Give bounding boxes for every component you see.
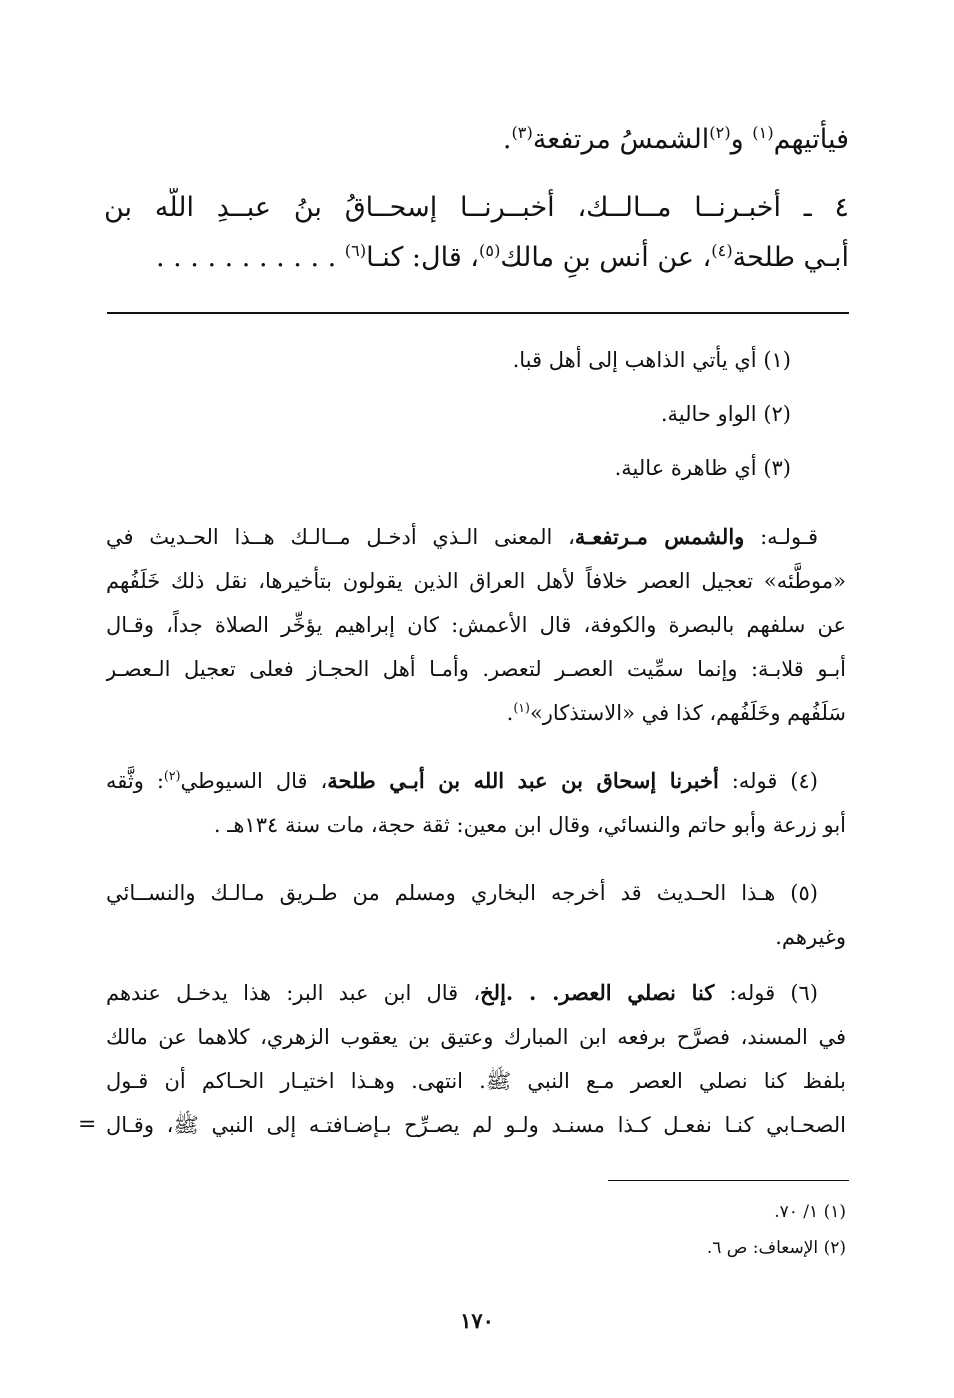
footnote-2: (٢) الواو حالية. — [660, 402, 791, 426]
commentary-p1-l5: سَلَفُهم وخَلَفُهم، كذا في «الاستذكار»$^{(١)}$. — [506, 700, 846, 725]
commentary-p4-l4: الصحـابي كنـا نفعـل كـذا مسنـد ولـو لم يصـرِّح بـإضـافتـه إلى النبي ﷺ، وقـال — [106, 1113, 846, 1137]
commentary-p4-l1: (٦) قوله: كنا نصلي العصر. . .إلخ، قال ابن عبد البر: هذا يدخـل عندهم — [106, 980, 818, 1005]
footnote-1: (١) أي يأتي الذاهب إلى أهل قبا. — [512, 348, 791, 372]
commentary-p2-l2: أبو زرعة وأبو حاتم والنسائي، وقال ابن معين: ثقة حجة، مات سنة ١٣٤هـ . — [213, 813, 846, 837]
continuation-mark: = — [78, 1112, 97, 1137]
commentary-p4-l2: في المسند، فصرَّح برفعه ابن المبارك وعتيق بن يعقوب الزهري، كلاهما عن مالك — [106, 1025, 846, 1049]
main-separator-rule — [107, 312, 849, 314]
commentary-p3-l1: (٥) هـذا الحـديث قد أخرجه البخاري ومسلم من طـريق مـالـك والنســائي — [106, 881, 818, 905]
secondary-footnote-1: (١) ١/ ٧٠. — [774, 1202, 846, 1222]
footnote-3: (٣) أي ظاهرة عالية. — [614, 456, 791, 480]
main-line-3: أبـي طلحة$^{(٤)}$، عن أنس بنِ مالك$^{(٥)}$، قال: كنـا$^{(٦)}$ . . . . . . . . . . . — [155, 241, 849, 273]
main-line-2: ٤ ـ أخبـرنــا مــالــك، أخبــرنــا إسحــاقُ بنُ عبــدِ اللَّه بن — [104, 192, 849, 223]
commentary-p2-l1: (٤) قوله: أخبرنا إسحاق بن عبد الله بن أبـي طلحة، قال السيوطي$^{(٢)}$: وثَّقه — [106, 768, 818, 793]
main-line-1: فيأتيهم$^{(١)}$ و$^{(٢)}$الشمسُ مرتفعة$^{(٣)}$. — [502, 123, 849, 155]
page-number: ١٧٠ — [460, 1308, 494, 1333]
commentary-p1-l2: «موطَّئه» تعجيل العصر خلافاً لأهل العراق الذين يقولون بتأخيرها، نقل ذلك خَلَفُهم — [106, 569, 846, 593]
commentary-p1-l3: عن سلفهم بالبصرة والكوفة، قال الأعمش: كان إبراهيم يؤخِّر الصلاة جداً، وقـال — [106, 613, 846, 637]
commentary-p1-l1: قـولـه: والشمس مـرتفعـة، المعنى الـذي أدخـل مــالـك هــذا الحـديث في — [106, 524, 818, 549]
commentary-p3-l2: وغيرهم. — [775, 925, 846, 949]
commentary-p4-l3: بلفظ كنا نصلي العصر مـع النبي ﷺ. انتهى. وهـذا اختيـار الحـاكم أن قـول — [106, 1069, 846, 1093]
secondary-footnote-2: (٢) الإسعاف: ص ٦. — [706, 1238, 846, 1258]
commentary-p1-l4: أبـو قلابـة: وإنما سمِّيت العصـر لتعصر. وأمـا أهل الحجـاز فعلى تعجيل الـعصـر — [106, 657, 846, 681]
secondary-separator-rule — [608, 1180, 849, 1181]
